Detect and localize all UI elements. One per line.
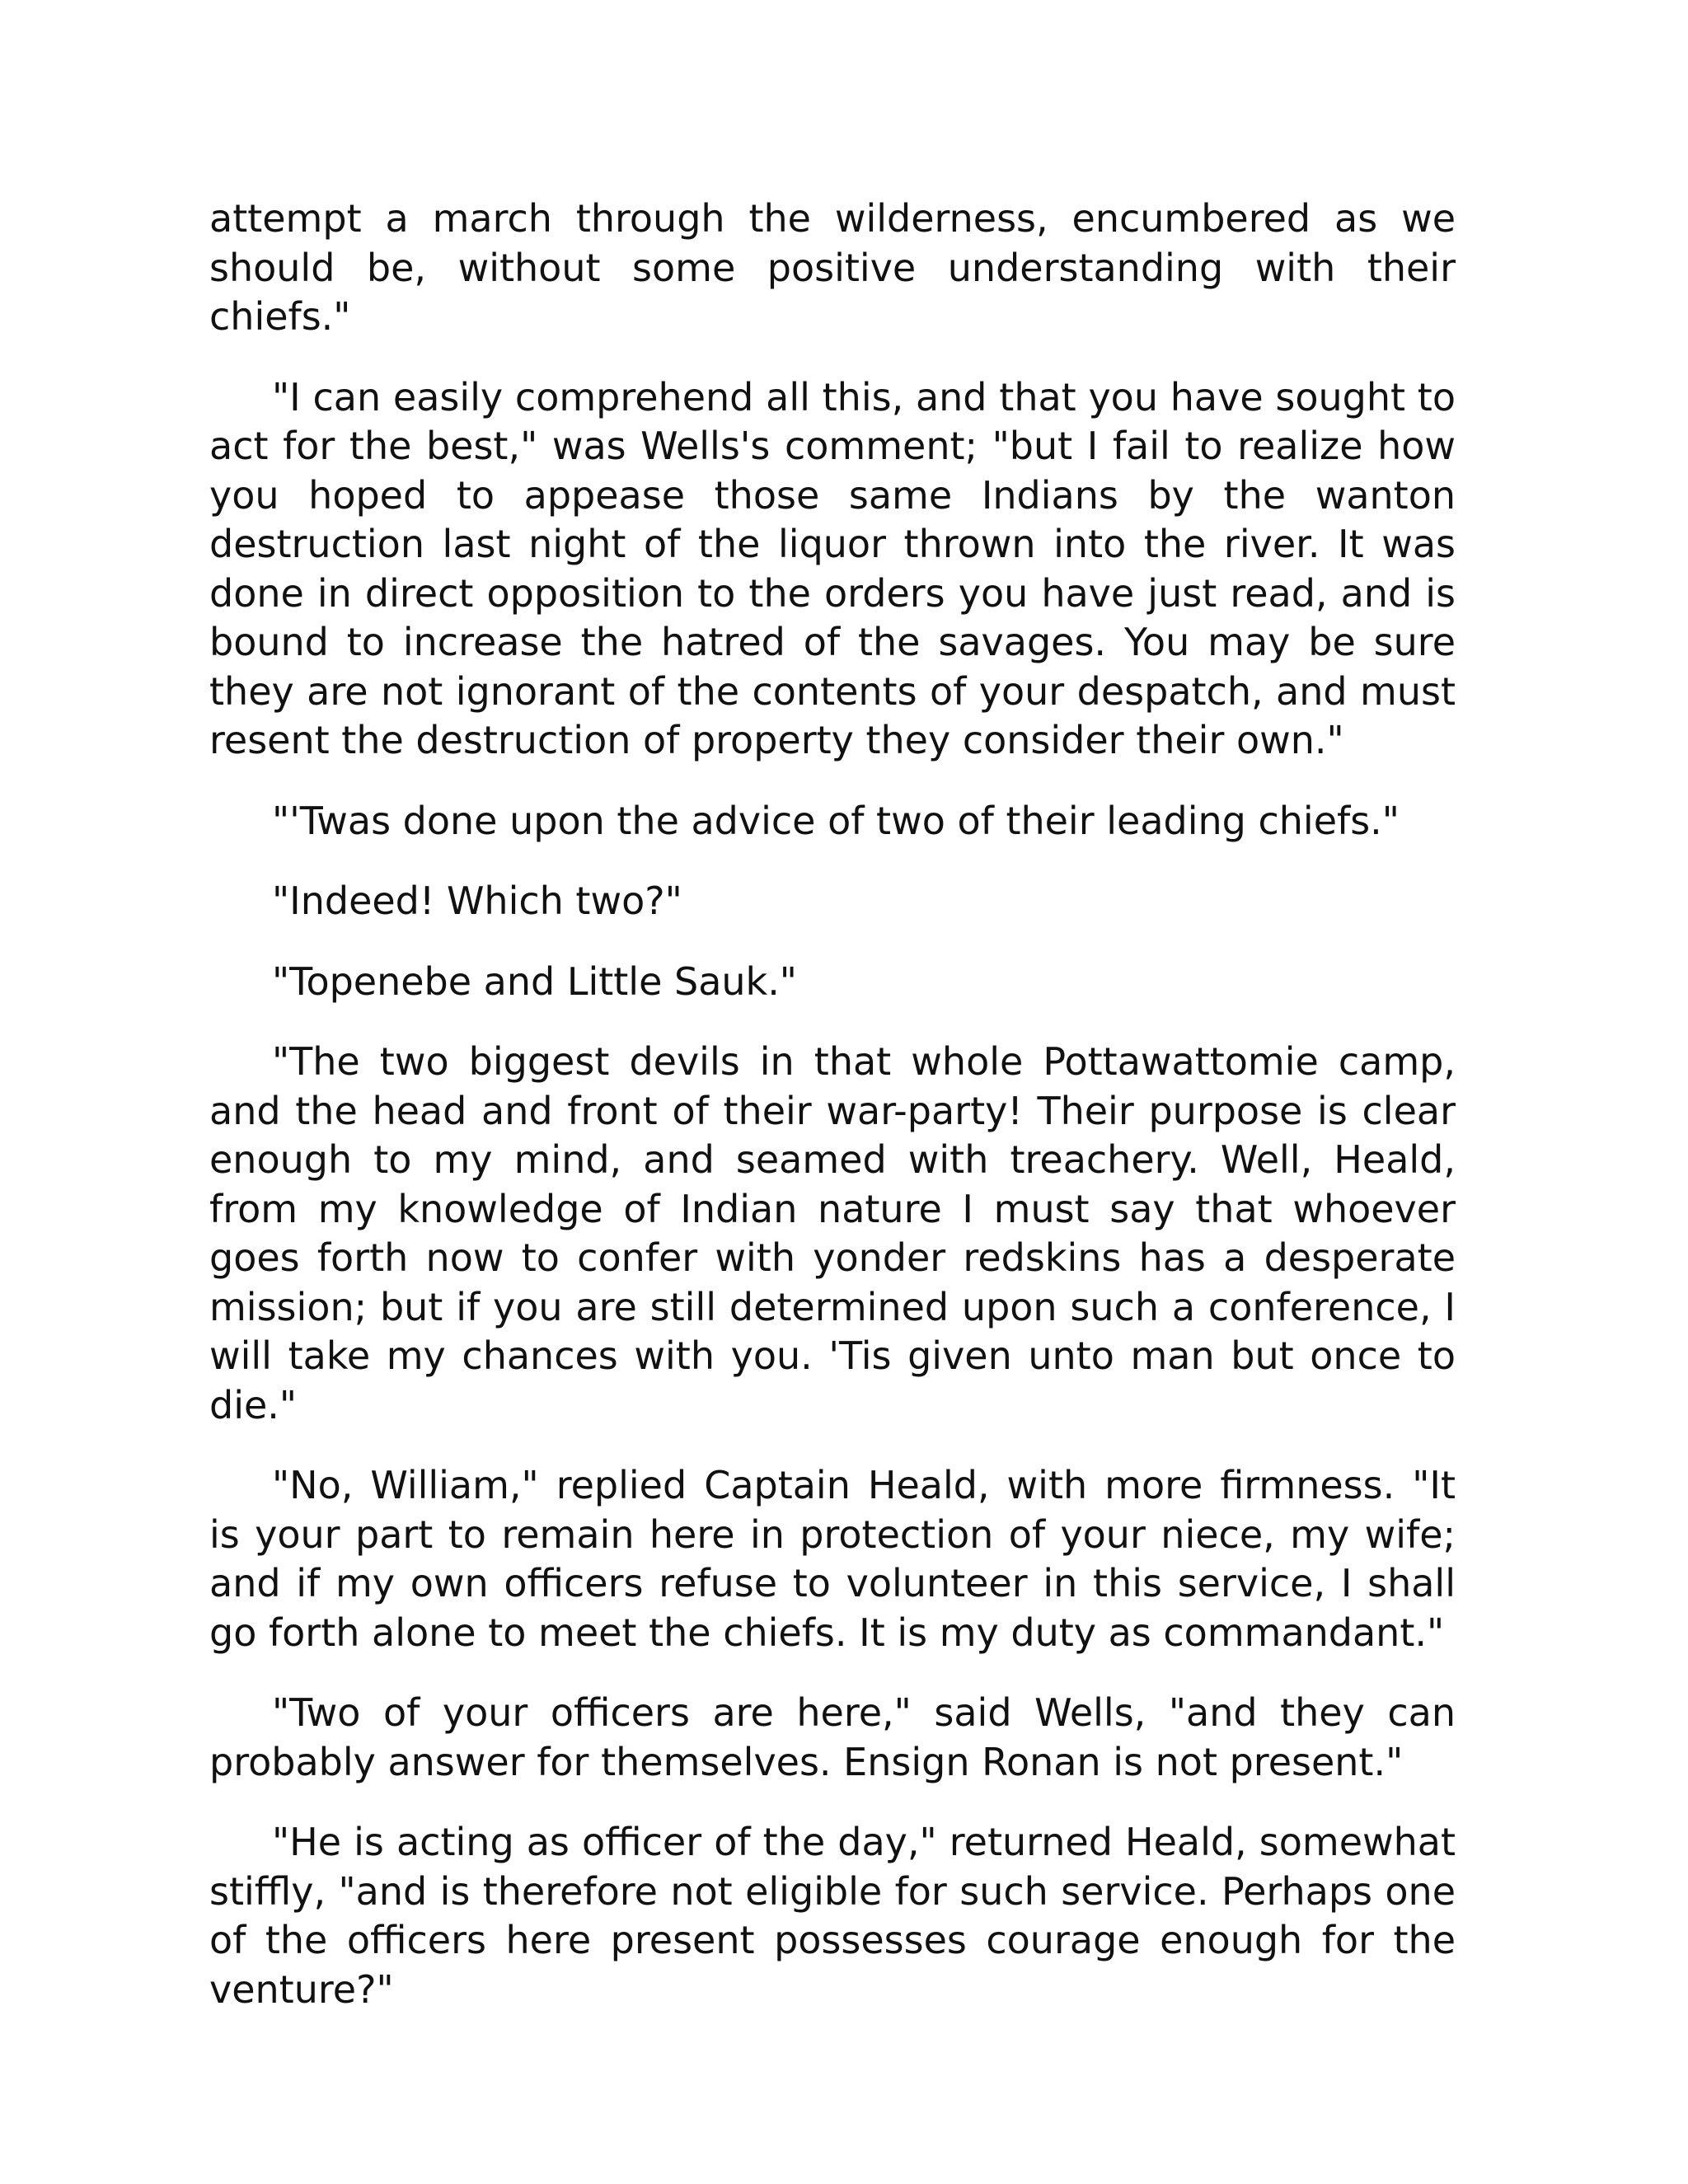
paragraph-9: "He is acting as officer of the day," returned Heald, somewhat stiffly, "and is therefore not eligible for such service. Perhaps one of the officers here present possesses courage enough for the venture?" xyxy=(209,1820,1456,2012)
paragraph-1: attempt a march through the wilderness, encumbered as we should be, without some positive understanding with their chiefs." xyxy=(209,196,1456,339)
paragraph-6: "The two biggest devils in that whole Pottawattomie camp, and the head and front of their war-party! Their purpose is clear enough to my mind, and seamed with treachery. Well, Heald, from my knowledge of Indian nature I must say that whoever goes forth now to confer with yonder redskins has a desperate mission; but if you are still determined upon such a conference, I will take my chances with you. 'Tis given unto man but once to die." xyxy=(209,1039,1456,1427)
paragraph-2: "I can easily comprehend all this, and that you have sought to act for the best," was Wells's comment; "but I fail to realize how you hoped to appease those same Indians by the wanton destruction last night of the liquor thrown into the river. It was done in direct opposition to the orders you have just read, and is bound to increase the hatred of the savages. You may be sure they are not ignorant of the contents of your despatch, and must resent the destruction of property they consider their own." xyxy=(209,374,1456,762)
paragraph-3: "'Twas done upon the advice of two of their leading chiefs." xyxy=(272,798,1400,843)
book-page xyxy=(209,194,1456,2046)
paragraph-7: "No, William," replied Captain Heald, with more firmness. "It is your part to remain here in protection of your niece, my wife; and if my own officers refuse to volunteer in this service, I shall go forth alone to meet the chiefs. It is my duty as commandant." xyxy=(209,1463,1456,1655)
paragraph-8: "Two of your officers are here," said Wells, "and they can probably answer for themselves. Ensign Ronan is not present." xyxy=(209,1690,1456,1784)
paragraph-5: "Topenebe and Little Sauk." xyxy=(272,958,797,1004)
paragraph-4: "Indeed! Which two?" xyxy=(272,879,682,923)
